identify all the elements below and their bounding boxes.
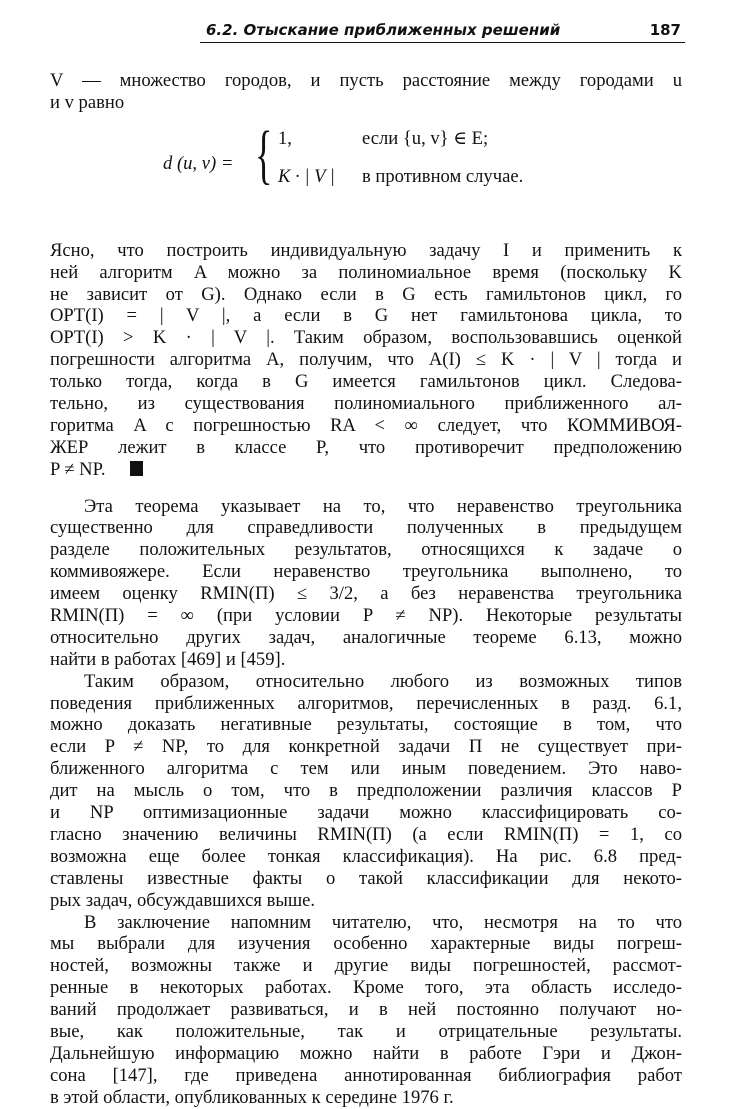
text-line: Дальнейшую информацию можно найти в работе Гэри и Джон-	[50, 1042, 682, 1064]
text-line: гласно значению величины RMIN(Π) (а если RMIN(Π) = 1, со	[50, 823, 682, 845]
running-header	[200, 18, 685, 43]
text-line: Ясно, что построить индивидуальную задачу I и применить к	[50, 239, 682, 261]
text-line: сона [147], где приведена аннотированная библиография работ	[50, 1064, 682, 1086]
text-line: поведения приближенных алгоритмов, перечисленных в разд. 6.1,	[50, 692, 682, 714]
intro-paragraph	[50, 70, 682, 114]
text-line: OPT(I) > K · | V |. Таким образом, воспользовавшись оценкой	[50, 327, 682, 349]
formula-case2-condition: в противном случае.	[362, 165, 524, 187]
text-line: V — множество городов, и пусть расстояние между городами u	[50, 70, 682, 91]
text-line: Таким образом, относительно любого из возможных типов	[84, 670, 682, 692]
formula-lhs: d (u, v) =	[163, 152, 234, 174]
formula-case1-condition: если {u, v} ∈ E;	[362, 127, 489, 149]
text-line: Эта теорема указывает на то, что неравенство треугольника	[84, 495, 682, 517]
text-line: ближенного алгоритма с тем или иным поведением. Это наво-	[50, 758, 682, 780]
text-line: и NP оптимизационные задачи можно классифицировать со-	[50, 802, 682, 824]
text-line: RMIN(Π) = ∞ (при условии P ≠ NP). Некоторые результаты	[50, 605, 682, 627]
formula-case2-value: K · | V |	[278, 165, 335, 187]
text-line: и v равно	[50, 91, 125, 113]
page-body	[50, 70, 682, 1109]
text-line: можно доказать негативные результаты, состоящие в том, что	[50, 714, 682, 736]
distance-formula	[50, 117, 682, 220]
text-line: только тогда, когда в G имеется гамильтонов цикл. Следова-	[50, 371, 682, 393]
text-line: найти в работах [469] и [459].	[50, 648, 286, 670]
formula-brace: {	[255, 117, 273, 191]
section-title: 6.2. Отыскание приближенных решений	[206, 21, 561, 39]
end-of-proof-square	[130, 461, 143, 476]
text-line: в этой области, опубликованных к середине 1976 г.	[50, 1086, 454, 1108]
page-number: 187	[649, 21, 681, 39]
text-line: мы выбрали для изучения особенно характерные виды погреш-	[50, 933, 682, 955]
text-line: существенно для справедливости полученных в предыдущем	[50, 517, 682, 539]
text-line-final: P ≠ NP.	[50, 458, 106, 480]
text-line: возможна еще более тонкая классификация). На рис. 6.8 пред-	[50, 845, 682, 867]
text-line: OPT(I) = | V |, а если в G нет гамильтонова цикла, то	[50, 305, 682, 327]
paragraph-conclusion	[50, 912, 682, 1109]
text-line: погрешности алгоритма A, получим, что A(I) ≤ K · | V | тогда и	[50, 349, 682, 371]
proof-paragraph	[50, 240, 682, 481]
text-line: ренные в некоторых работах. Кроме того, эта область исследо-	[50, 977, 682, 999]
text-line: ставлены известные факты о такой классификации для некото-	[50, 867, 682, 889]
text-line-end	[50, 459, 682, 481]
text-line: рых задач, обсуждавшихся выше.	[50, 889, 316, 911]
text-line: тельно, из существования полиномиального приближенного ал-	[50, 393, 682, 415]
text-line: дит на мысль о том, что в предположении различия классов P	[50, 780, 682, 802]
text-line: ваний продолжает развиваться, и в ней постоянно получают но-	[50, 999, 682, 1021]
formula-case1-value: 1,	[278, 127, 292, 149]
text-line: ЖЕР лежит в классе P, что противоречит предположению	[50, 436, 682, 458]
text-line: имеем оценку RMIN(Π) ≤ 3/2, а без неравенства треугольника	[50, 583, 682, 605]
text-line: ней алгоритм A можно за полиномиальное время (поскольку K	[50, 261, 682, 283]
text-line: В заключение напомним читателю, что, несмотря на то что	[84, 911, 682, 933]
paragraph-spacer	[50, 481, 682, 496]
paragraph-triangle-inequality	[50, 496, 682, 671]
paragraph-classification	[50, 671, 682, 912]
text-line: ностей, возможны также и другие виды погрешностей, рассмот-	[50, 955, 682, 977]
text-line: горитма A с погрешностью RA < ∞ следует, что КОММИВОЯ-	[50, 414, 682, 436]
text-line: вые, как положительные, так и отрицательные результаты.	[50, 1020, 682, 1042]
text-line: не зависит от G). Однако если в G есть гамильтонов цикл, го	[50, 283, 682, 305]
text-line: разделе положительных результатов, относящихся к задаче о	[50, 539, 682, 561]
text-line: относительно других задач, аналогичные теореме 6.13, можно	[50, 626, 682, 648]
text-line: коммивояжере. Если неравенство треугольника выполнено, то	[50, 561, 682, 583]
text-line: если P ≠ NP, то для конкретной задачи Π не существует при-	[50, 736, 682, 758]
